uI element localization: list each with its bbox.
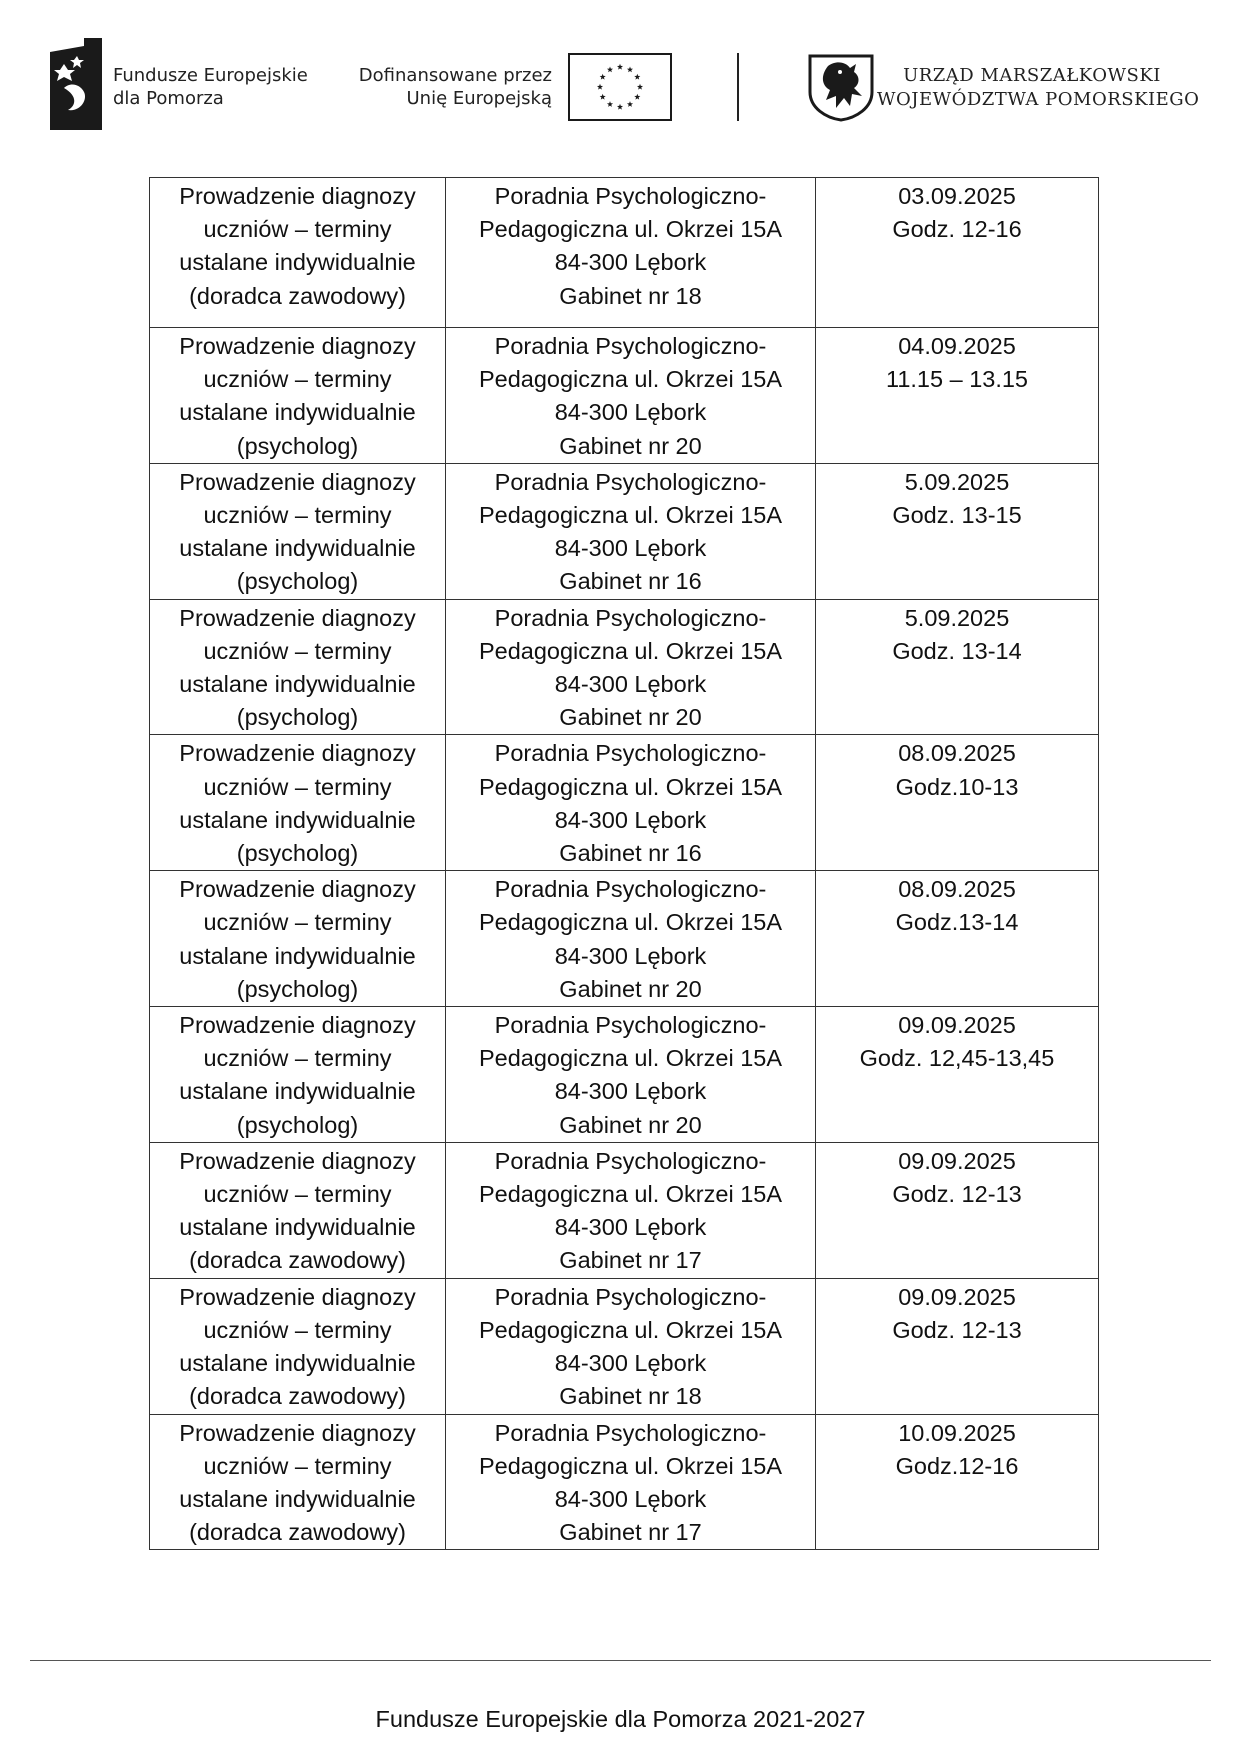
activity-line: uczniów – terminy <box>203 1045 392 1072</box>
activity-cell <box>150 1142 446 1278</box>
date-time-line: 10.09.2025 <box>898 1419 1016 1446</box>
location-line: Poradnia Psychologiczno- <box>494 1012 767 1039</box>
footer-divider <box>30 1660 1211 1661</box>
location-line: Pedagogiczna ul. Okrzei 15A <box>478 909 783 936</box>
table-row <box>150 735 1099 871</box>
location-line: Gabinet nr 17 <box>559 1247 702 1274</box>
location-cell <box>446 871 816 1007</box>
activity-line: ustalane indywidualnie <box>179 942 416 969</box>
cofinancing-statement <box>340 64 552 110</box>
location-line: Pedagogiczna ul. Okrzei 15A <box>478 1045 783 1072</box>
location-cell <box>446 463 816 599</box>
location-line: Poradnia Psychologiczno- <box>494 1147 767 1174</box>
activity-line: (doradca zawodowy) <box>189 1383 406 1410</box>
date-time-line: 08.09.2025 <box>898 740 1016 767</box>
activity-line: Prowadzenie diagnozy <box>179 604 416 631</box>
location-line: Gabinet nr 16 <box>559 568 702 595</box>
date-time-line: Godz. 12,45-13,45 <box>859 1045 1055 1072</box>
activity-cell <box>150 1414 446 1550</box>
activity-line: (doradca zawodowy) <box>189 1519 406 1546</box>
activity-cell <box>150 328 446 464</box>
marshal-office-name <box>877 64 1200 112</box>
location-cell <box>446 735 816 871</box>
date-time-line: 04.09.2025 <box>898 333 1016 359</box>
location-line: Gabinet nr 18 <box>559 282 702 309</box>
cofinancing-line1: Dofinansowane przez <box>358 65 552 86</box>
date-time-cell <box>816 1278 1099 1414</box>
date-time-line: 5.09.2025 <box>904 468 1010 495</box>
location-cell <box>446 328 816 464</box>
table-row <box>150 1414 1099 1550</box>
location-line: Gabinet nr 18 <box>559 1383 702 1410</box>
location-line: 84-300 Lębork <box>554 806 707 833</box>
activity-line: ustalane indywidualnie <box>179 1214 416 1241</box>
activity-line: uczniów – terminy <box>203 1316 392 1343</box>
schedule-table-body <box>150 178 1099 1550</box>
location-line: Pedagogiczna ul. Okrzei 15A <box>478 1452 783 1479</box>
date-time-line: Godz.13-14 <box>895 909 1019 936</box>
activity-line: ustalane indywidualnie <box>179 1350 416 1377</box>
activity-line: Prowadzenie diagnozy <box>179 1283 416 1310</box>
date-time-cell <box>816 1007 1099 1143</box>
table-row <box>150 1007 1099 1143</box>
funds-program-line2: dla Pomorza <box>113 88 224 109</box>
footer-text: Fundusze Europejskie dla Pomorza 2021-2027 <box>375 1706 866 1732</box>
activity-cell <box>150 1007 446 1143</box>
marshal-office-line1: URZĄD MARSZAŁKOWSKI <box>903 65 1161 86</box>
activity-line: (psycholog) <box>236 704 359 731</box>
location-line: 84-300 Lębork <box>554 1214 707 1241</box>
location-line: Pedagogiczna ul. Okrzei 15A <box>478 502 783 529</box>
date-time-line: Godz. 13-14 <box>892 637 1022 664</box>
table-row <box>150 178 1099 328</box>
activity-line: uczniów – terminy <box>203 773 392 800</box>
date-time-cell <box>816 871 1099 1007</box>
location-line: 84-300 Lębork <box>554 1078 707 1105</box>
location-line: Pedagogiczna ul. Okrzei 15A <box>478 637 783 664</box>
location-line: Poradnia Psychologiczno- <box>494 333 767 359</box>
activity-line: Prowadzenie diagnozy <box>179 1012 416 1039</box>
date-time-cell <box>816 463 1099 599</box>
activity-line: uczniów – terminy <box>203 502 392 529</box>
location-line: Poradnia Psychologiczno- <box>494 468 767 495</box>
header-divider <box>737 53 739 121</box>
location-line: Pedagogiczna ul. Okrzei 15A <box>478 1316 783 1343</box>
location-cell <box>446 1007 816 1143</box>
activity-line: ustalane indywidualnie <box>179 806 416 833</box>
location-line: Poradnia Psychologiczno- <box>494 604 767 631</box>
location-line: Pedagogiczna ul. Okrzei 15A <box>478 773 783 800</box>
location-line: Poradnia Psychologiczno- <box>494 740 767 767</box>
activity-line: uczniów – terminy <box>203 366 392 393</box>
activity-line: Prowadzenie diagnozy <box>179 1419 416 1446</box>
date-time-line: Godz. 13-15 <box>892 502 1022 529</box>
location-line: Pedagogiczna ul. Okrzei 15A <box>478 366 783 393</box>
table-row <box>150 1142 1099 1278</box>
activity-line: uczniów – terminy <box>203 909 392 936</box>
location-line: Poradnia Psychologiczno- <box>494 1419 767 1446</box>
location-cell <box>446 1278 816 1414</box>
date-time-line: Godz. 12-16 <box>892 216 1022 243</box>
activity-line: (doradca zawodowy) <box>189 1247 406 1274</box>
activity-line: uczniów – terminy <box>203 1452 392 1479</box>
page-header <box>0 0 1241 140</box>
table-row <box>150 463 1099 599</box>
activity-line: ustalane indywidualnie <box>179 671 416 698</box>
activity-cell <box>150 178 446 328</box>
date-time-line: 5.09.2025 <box>904 604 1010 631</box>
activity-line: uczniów – terminy <box>203 1181 392 1208</box>
activity-line: Prowadzenie diagnozy <box>179 876 416 903</box>
activity-line: (doradca zawodowy) <box>189 282 406 309</box>
date-time-line: Godz.12-16 <box>895 1452 1019 1479</box>
activity-line: (psycholog) <box>236 840 359 867</box>
activity-line: Prowadzenie diagnozy <box>179 183 416 209</box>
date-time-line: 09.09.2025 <box>898 1012 1016 1039</box>
location-line: 84-300 Lębork <box>554 249 707 276</box>
marshal-office-line2: WOJEWÓDZTWA POMORSKIEGO <box>877 89 1200 110</box>
date-time-line: 08.09.2025 <box>898 876 1016 903</box>
date-time-cell <box>816 599 1099 735</box>
location-line: Gabinet nr 20 <box>559 704 702 731</box>
activity-line: Prowadzenie diagnozy <box>179 1147 416 1174</box>
activity-line: ustalane indywidualnie <box>179 1078 416 1105</box>
table-row <box>150 599 1099 735</box>
table-row <box>150 871 1099 1007</box>
activity-line: ustalane indywidualnie <box>179 535 416 562</box>
activity-line: uczniów – terminy <box>203 216 392 243</box>
table-row <box>150 1278 1099 1414</box>
funds-for-pomerania-logo-icon <box>50 38 102 130</box>
location-line: 84-300 Lębork <box>554 942 707 969</box>
date-time-line: 11.15 – 13.15 <box>886 366 1028 393</box>
location-cell <box>446 599 816 735</box>
location-cell <box>446 1414 816 1550</box>
date-time-cell <box>816 328 1099 464</box>
table-row <box>150 328 1099 464</box>
location-line: Poradnia Psychologiczno- <box>494 876 767 903</box>
location-line: 84-300 Lębork <box>554 1350 707 1377</box>
date-time-cell <box>816 1414 1099 1550</box>
activity-line: uczniów – terminy <box>203 637 392 664</box>
date-time-cell <box>816 1142 1099 1278</box>
activity-line: (psycholog) <box>236 568 359 595</box>
location-line: Gabinet nr 20 <box>559 1111 702 1138</box>
location-line: 84-300 Lębork <box>554 671 707 698</box>
funds-program-line1: Fundusze Europejskie <box>113 65 308 86</box>
activity-line: ustalane indywidualnie <box>179 399 416 426</box>
funds-program-name <box>113 64 308 110</box>
date-time-cell <box>816 735 1099 871</box>
activity-cell <box>150 871 446 1007</box>
activity-line: Prowadzenie diagnozy <box>179 468 416 495</box>
date-time-line: Godz. 12-13 <box>892 1181 1022 1208</box>
location-line: 84-300 Lębork <box>554 1485 707 1512</box>
eu-flag-icon <box>568 53 672 121</box>
date-time-line: 03.09.2025 <box>898 183 1016 209</box>
activity-line: Prowadzenie diagnozy <box>179 333 416 359</box>
activity-line: ustalane indywidualnie <box>179 249 416 276</box>
location-line: Pedagogiczna ul. Okrzei 15A <box>478 216 783 243</box>
location-line: Gabinet nr 17 <box>559 1519 702 1546</box>
activity-line: Prowadzenie diagnozy <box>179 740 416 767</box>
location-line: Gabinet nr 16 <box>559 840 702 867</box>
date-time-line: Godz.10-13 <box>895 773 1019 800</box>
activity-line: ustalane indywidualnie <box>179 1485 416 1512</box>
activity-cell <box>150 735 446 871</box>
date-time-cell <box>816 178 1099 328</box>
date-time-line: Godz. 12-13 <box>892 1316 1022 1343</box>
location-line: Pedagogiczna ul. Okrzei 15A <box>478 1181 783 1208</box>
location-cell <box>446 1142 816 1278</box>
location-line: Gabinet nr 20 <box>559 975 702 1002</box>
activity-line: (psycholog) <box>236 432 359 459</box>
location-line: Poradnia Psychologiczno- <box>494 183 767 209</box>
activity-cell <box>150 599 446 735</box>
activity-cell <box>150 1278 446 1414</box>
location-line: Gabinet nr 20 <box>559 432 702 459</box>
date-time-line: 09.09.2025 <box>898 1147 1016 1174</box>
location-line: 84-300 Lębork <box>554 399 707 426</box>
schedule-table <box>149 177 1099 1550</box>
date-time-line: 09.09.2025 <box>898 1283 1016 1310</box>
activity-line: (psycholog) <box>236 1111 359 1138</box>
pomeranian-griffin-crest-icon <box>806 52 876 122</box>
activity-line: (psycholog) <box>236 975 359 1002</box>
location-line: 84-300 Lębork <box>554 535 707 562</box>
location-line: Poradnia Psychologiczno- <box>494 1283 767 1310</box>
location-cell <box>446 178 816 328</box>
cofinancing-line2: Unię Europejską <box>406 88 552 109</box>
activity-cell <box>150 463 446 599</box>
